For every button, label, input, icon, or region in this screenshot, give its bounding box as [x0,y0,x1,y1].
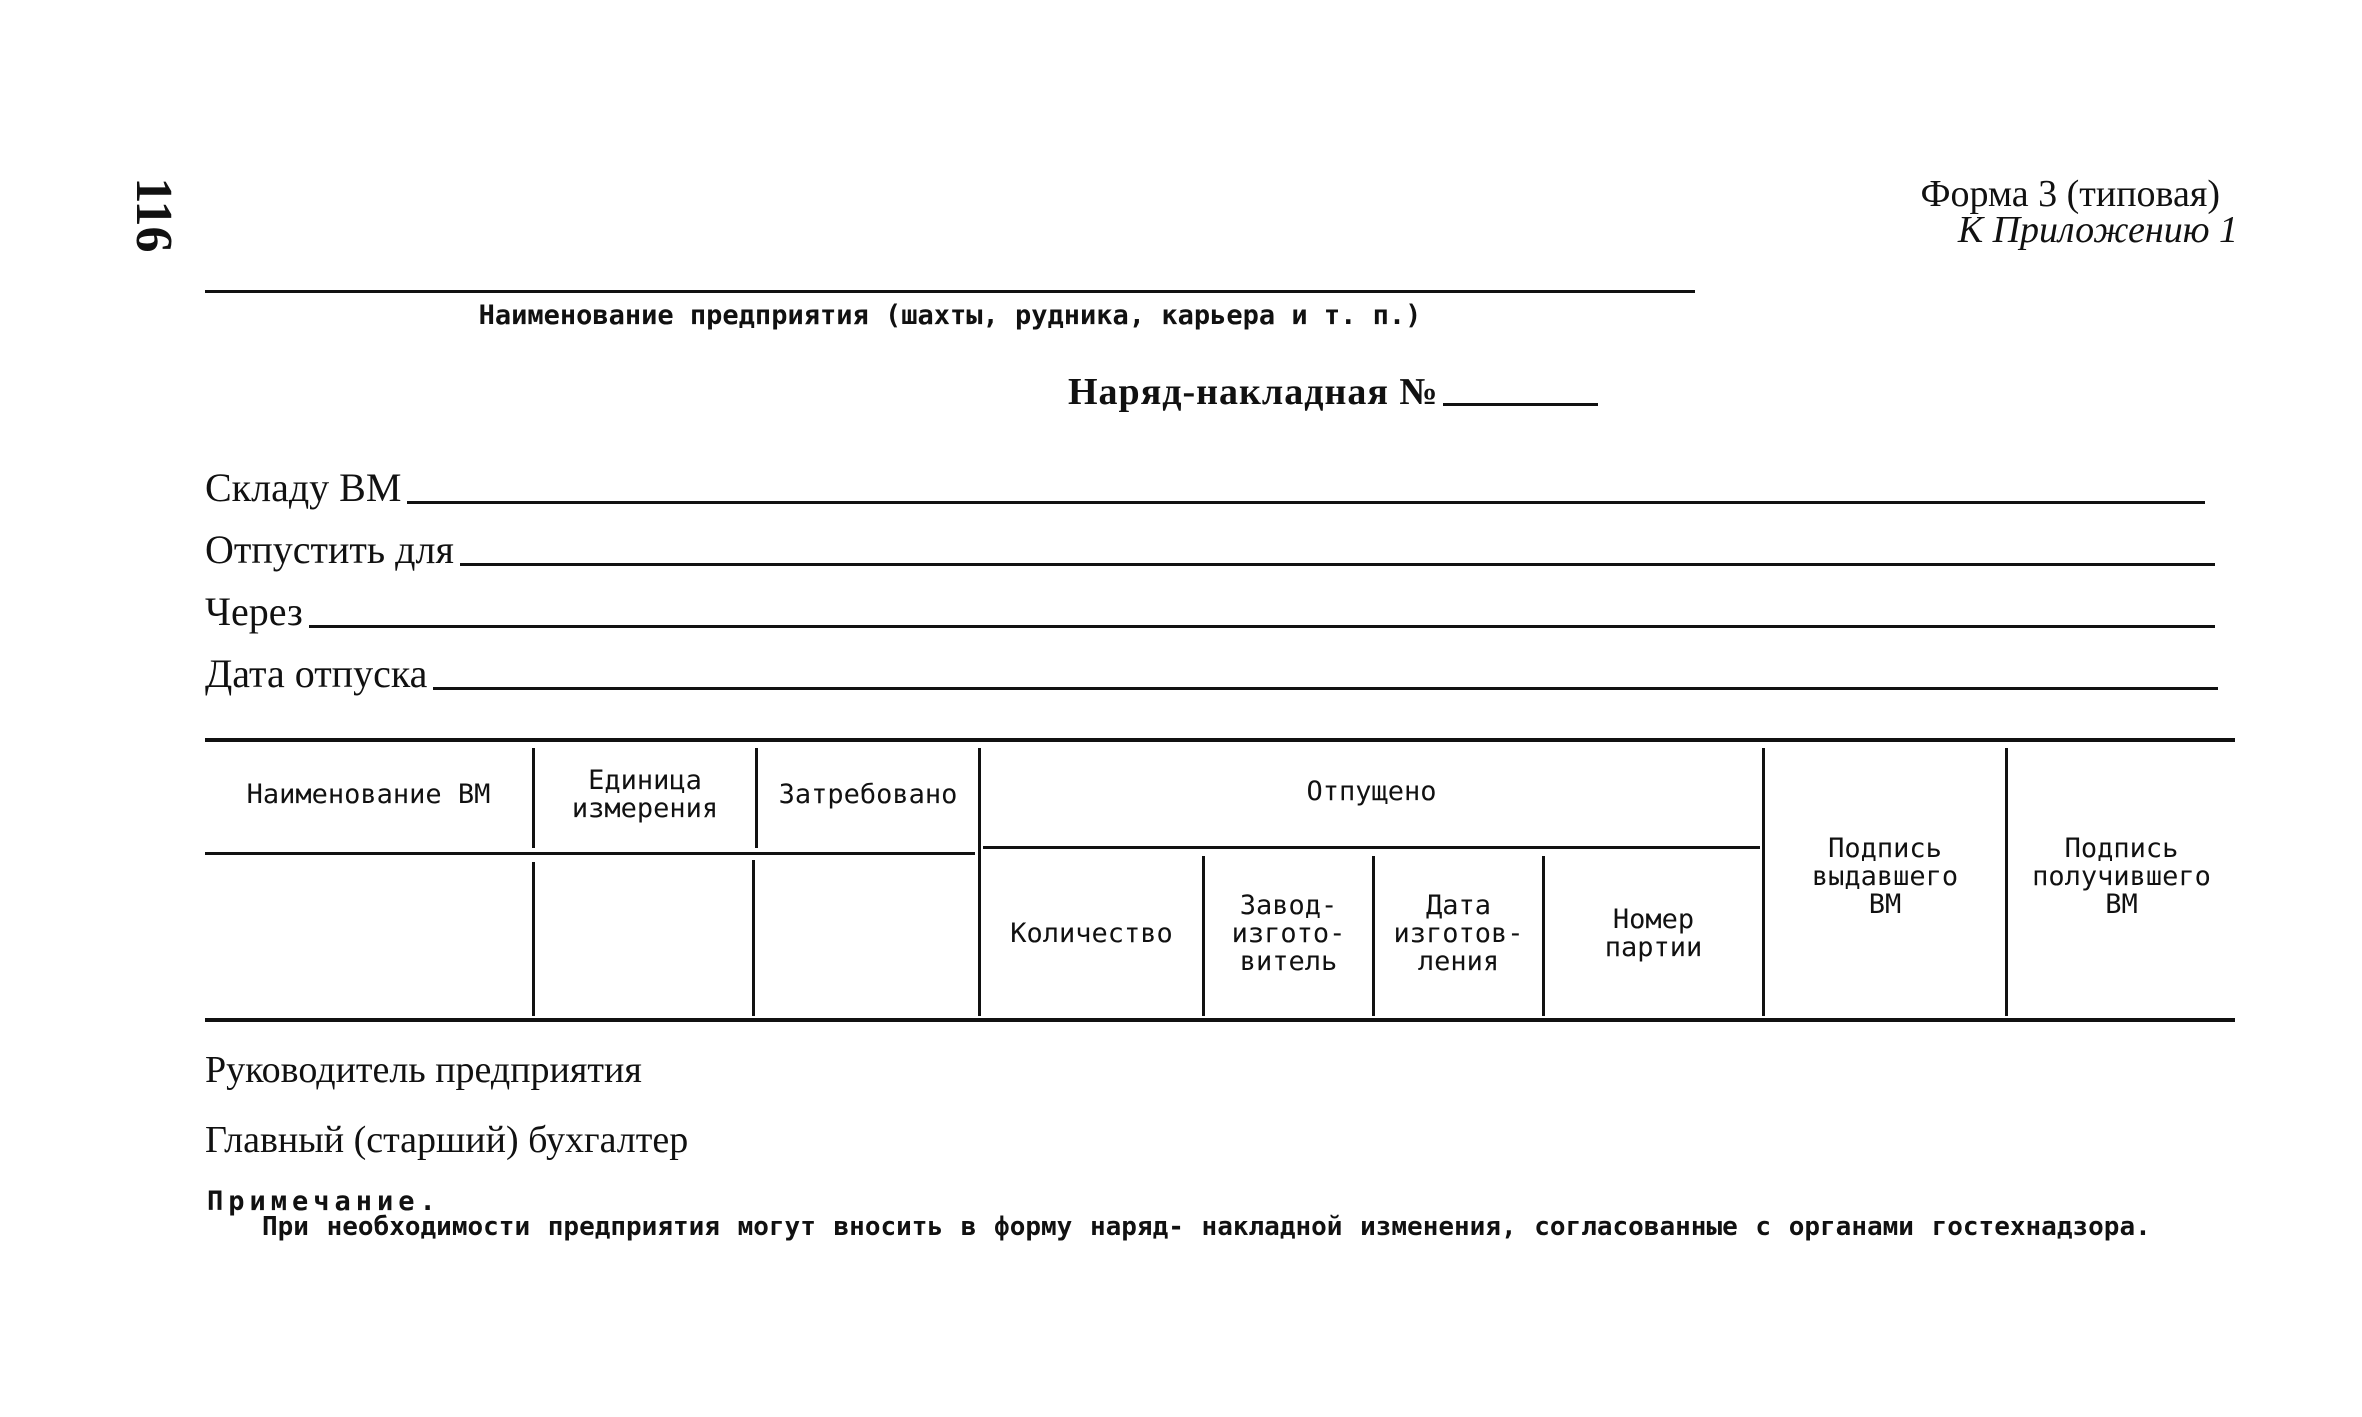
table-cell-name[interactable] [208,862,530,1014]
accountant-signature-label: Главный (старший) бухгалтер [205,1119,689,1161]
col-header-receiver-signature: Подпись получившего ВМ [2032,833,2211,920]
col-header-name: Наименование ВМ [246,779,491,810]
col-header-batch-number: Номер партии [1604,904,1703,963]
field-label: Дата отпуска [205,651,428,696]
field-via-blank[interactable] [309,625,2215,628]
table-released-divider [983,846,1760,849]
field-release-for-blank[interactable] [460,563,2215,566]
col-header-quantity: Количество [1010,918,1173,949]
field-warehouse [205,458,2205,508]
table-bottom-border [205,1018,2235,1022]
document-title [1068,368,1598,414]
table-header-divider [205,852,975,855]
director-signature-label: Руководитель предприятия [205,1049,642,1091]
note-title: Примечание. [207,1186,441,1217]
col-header-requested: Затребовано [778,779,958,810]
field-release-date [205,644,2218,694]
document-number-blank[interactable] [1443,397,1598,406]
col-header-manufacture-date: Дата изготов- ления [1393,890,1524,977]
col-header-unit: Единица измерения [571,765,719,824]
field-via [205,582,2215,632]
field-label: Через [205,589,303,634]
page-number: 116 [125,177,182,253]
enterprise-caption: Наименование предприятия (шахты, рудника, карьера и т. п.) [478,300,1422,331]
document-title-text: Наряд-накладная № [1068,371,1439,413]
field-warehouse-blank[interactable] [407,501,2205,504]
col-header-manufacturer: Завод- изгото- витель [1231,890,1346,977]
field-release-date-blank[interactable] [433,687,2218,690]
table-cell-requested[interactable] [757,862,976,1014]
table-col-divider [532,862,535,1016]
enterprise-name-blank[interactable] [205,290,1695,293]
note-text: При необходимости предприятия могут вносить в форму наряд- накладной изменения, согласованные с органами гостехнадзора. [262,1212,2151,1242]
table-cell-unit[interactable] [537,862,750,1014]
field-label: Складу ВМ [205,465,402,510]
col-header-released: Отпущено [1306,776,1437,807]
field-release-for [205,520,2215,570]
appendix-label: К Приложению 1 [1957,209,2238,251]
table-col-divider [752,860,755,1016]
col-header-issuer-signature: Подпись выдавшего ВМ [1811,833,1959,920]
field-label: Отпустить для [205,527,454,572]
form-label: Форма 3 (типовая) [1920,173,2220,215]
